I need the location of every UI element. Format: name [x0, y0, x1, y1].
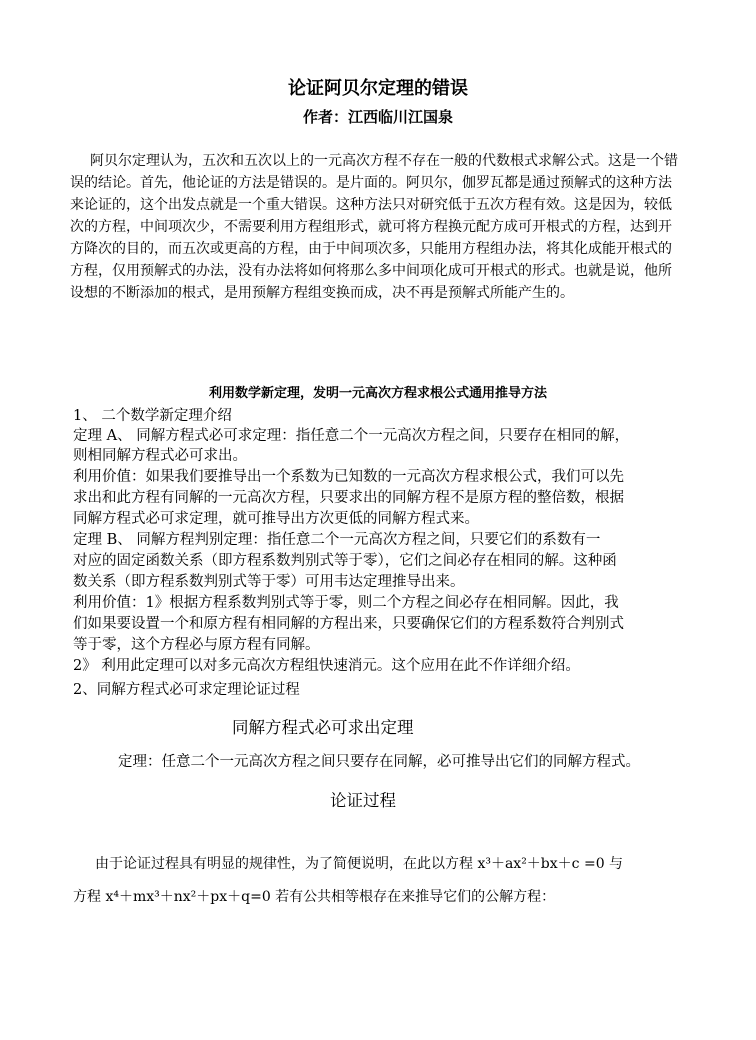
intro-line: 次的方程，中间项次少，不需要利用方程组形式，就可将方程换元配方成可开根式的方程，达到开 [70, 219, 672, 235]
intro-line: 方降次的目的，而五次或更高的方程，由于中间项次多，只能用方程组办法，将其化成能开根式的 [70, 241, 672, 257]
body-line: 对应的固定函数关系（即方程系数判别式等于零），它们之间必存在相同的解。这种函 [73, 553, 617, 569]
body-line: 们如果要设置一个和原方程有相同解的方程出来，只要确保它们的方程系数符合判别式 [73, 616, 624, 632]
body-line: 定理 A、 同解方程式必可求定理：指任意二个一元高次方程之间，只要存在相同的解， [73, 428, 630, 444]
intro-line: 阿贝尔定理认为，五次和五次以上的一元高次方程不存在一般的代数根式求解公式。这是一个错 [90, 153, 678, 169]
body-line: 等于零，这个方程必与原方程有同解。 [73, 637, 320, 653]
body-line: 2》 利用此定理可以对多元高次方程组快速消元。这个应用在此不作详细介绍。 [73, 658, 580, 674]
body-line: 数关系（即方程系数判别式等于零）可用韦达定理推导出来。 [73, 574, 465, 590]
section-heading: 利用数学新定理，发明一元高次方程求根公式通用推导方法 [208, 386, 547, 401]
proof-line: 方程 x⁴＋mx³＋nx²＋px＋q=0 若有公共相等根存在来推导它们的公解方程： [73, 889, 556, 905]
intro-line: 方程，仅用预解式的办法，没有办法将如何将那么多中间项化成可开根式的形式。也就是说，他所 [70, 263, 672, 279]
body-line: 定理 B、 同解方程判别定理：指任意二个一元高次方程之间，只要它们的系数有一 [73, 532, 601, 548]
body-line: 利用价值：如果我们要推导出一个系数为已知数的一元高次方程求根公式，我们可以先 [73, 469, 624, 485]
theorem-statement: 定理：任意二个一元高次方程之间只要存在同解，必可推导出它们的同解方程式。 [118, 754, 640, 770]
body-line: 2、同解方程式必可求定理论证过程 [73, 682, 300, 698]
body-line: 同解方程式必可求定理，就可推导出方次更低的同解方程式来。 [73, 511, 479, 527]
body-line: 求出和此方程有同解的一元高次方程，只要求出的同解方程不是原方程的整倍数，根据 [73, 490, 624, 506]
intro-line: 来论证的，这个出发点就是一个重大错误。这种方法只对研究低于五次方程有效。这是因为，较低 [70, 197, 672, 213]
proof-line: 由于论证过程具有明显的规律性，为了简便说明，在此以方程 x³＋ax²＋bx＋c =0 与 [95, 856, 624, 872]
body-line: 则相同解方程式必可求出。 [73, 448, 247, 464]
body-line: 利用价值：1》根据方程系数判别式等于零，则二个方程之间必存在相同解。因此，我 [73, 595, 619, 611]
document-title: 论证阿贝尔定理的错误 [288, 78, 468, 99]
intro-line: 设想的不断添加的根式，是用预解方程组变换而成，决不再是预解式所能产生的。 [70, 285, 574, 301]
author-line: 作者：江西临川江国泉 [302, 108, 453, 126]
theorem-title: 同解方程式必可求出定理 [232, 718, 414, 737]
intro-line: 误的结论。首先，他论证的方法是错误的。是片面的。阿贝尔，伽罗瓦都是通过预解式的这种方法 [70, 175, 672, 191]
body-line: 1、 二个数学新定理介绍 [73, 408, 232, 424]
proof-heading: 论证过程 [330, 791, 396, 810]
